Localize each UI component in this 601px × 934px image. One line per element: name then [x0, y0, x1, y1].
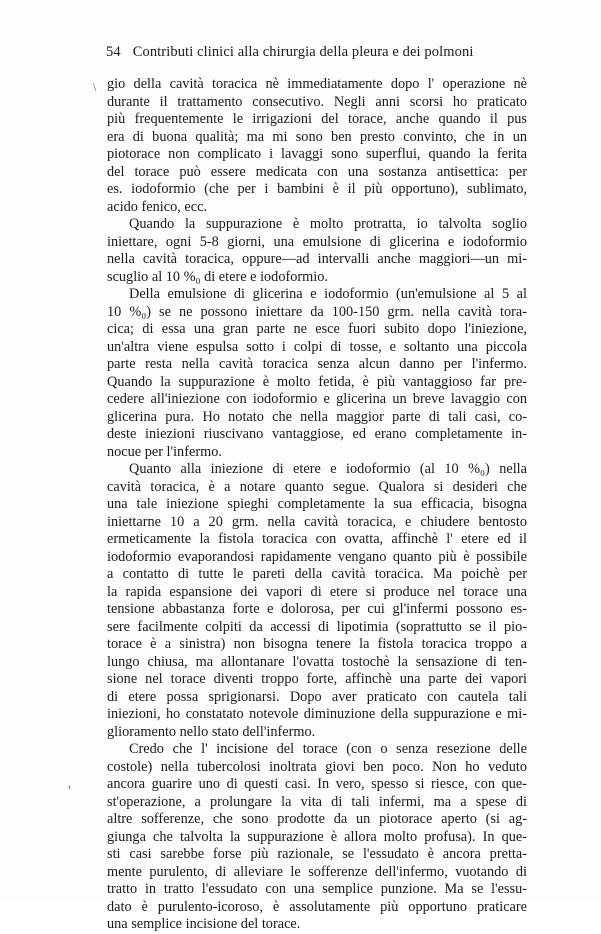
text-line: a contatto di tutte le pareti della cavità toracica. Ma poichè per	[107, 566, 527, 582]
text-line: Quando la suppurazione è molto protratta, io talvolta soglio	[129, 216, 527, 232]
text-line: cedere all'iniezione con iodoformio e glicerina un breve lavaggio con	[107, 391, 527, 407]
text-line: iniettare, ogni 5-8 giorni, una emulsione di glicerina e iodoformio	[107, 233, 527, 250]
text-line: una tale iniezione spieghi completamente la sua efficacia, bisogna	[107, 496, 527, 512]
text-line: un'altra viene espulsa sotto i colpi di tosse, e soltanto una piccola	[107, 338, 527, 355]
text-line: giunga che talvolta la suppurazione è allora molto profusa). In que-	[107, 828, 527, 845]
text-line: nocue per l'infermo.	[107, 443, 222, 460]
text-line: Credo che l' incisione del torace (con o senza resezione delle	[129, 741, 527, 757]
text-line: 10 %₀) se ne possono iniettare da 100-150 grm. nella cavità tora-	[107, 303, 527, 320]
text-line: tensione abbastanza forte e dolorosa, per cui gl'infermi possono es-	[107, 601, 527, 617]
text-line: dato è purulento-icoroso, è assolutamente più opportuno praticare	[107, 898, 527, 915]
margin-tick-mark: ,	[68, 776, 71, 790]
text-line: iniezioni, ho constatato notevole diminuzione della suppurazione e mi-	[107, 706, 527, 722]
text-line: Quanto alla iniezione di etere e iodoformio (al 10 %₀) nella	[129, 461, 527, 477]
text-line: ermeticamente la fistola toracica con ovatta, affinchè l' etere ed il	[107, 531, 527, 547]
text-line: sere facilmente colpiti da accessi di lipotimia (soprattutto se il pio-	[107, 618, 527, 635]
text-line: deste iniezioni riuscivano vantaggiose, ed erano completamente in-	[107, 426, 527, 442]
text-line: piotorace non complicato i lavaggi sono superflui, quando la ferita	[107, 146, 527, 162]
text-line: durante il trattamento consecutivo. Negli anni scorsi ho praticato	[107, 93, 527, 110]
text-line: del torace può essere medicata con una sostanza antisettica: per	[107, 163, 527, 180]
text-line: era di buona qualità; ma mi sono ben presto convinto, che in un	[107, 128, 527, 145]
text-line: torace è a sinistra) non bisogna tenere la fistola toracica troppo a	[107, 636, 527, 652]
text-line: parte resta nella cavità toracica senza alcun danno per l'infermo.	[107, 356, 527, 372]
text-line: glicerina pura. Ho notato che nella maggior parte di tali casi, co-	[107, 408, 527, 425]
text-line: cavità toracica, è a notare quanto segue. Qualora si desideri che	[107, 478, 527, 495]
body-text	[107, 76, 527, 934]
text-line: una semplice incisione del torace.	[107, 916, 301, 932]
text-line: mente purulento, di alleviare le sofferenze dell'infermo, vuotando di	[107, 863, 527, 880]
text-line: iodoformio evaporandosi rapidamente vengano quanto più è possibile	[107, 548, 527, 565]
page-number: 54	[106, 44, 121, 60]
running-head	[106, 44, 526, 61]
text-line: di etere possa sprigionarsi. Dopo aver praticato con cautela tali	[107, 688, 527, 705]
text-line: iniettarne 10 a 20 grm. nella cavità toracica, e chiudere bentosto	[107, 513, 527, 530]
text-line: st'operazione, a prolungare la vita di tali infermi, ma a spese di	[107, 793, 527, 810]
text-line: la rapida espansione dei vapori di etere si produce nel torace una	[107, 583, 527, 600]
text-line: acido fenico, ecc.	[107, 198, 208, 215]
text-line: scuglio al 10 %₀ di etere e iodoformio.	[107, 268, 328, 285]
text-line: Quando la suppurazione è molto fetida, è più vantaggioso far pre-	[107, 373, 527, 390]
text-line: sti casi sarebbe forse più razionale, se l'essudato è ancora pretta-	[107, 846, 527, 862]
text-line: ancora guarire uno di questi casi. In vero, spesso si riesce, con que-	[107, 776, 527, 792]
text-line: costole) nella tubercolosi inoltrata giovi ben poco. Non ho veduto	[107, 758, 527, 775]
text-line: glioramento nello stato dell'infermo.	[107, 723, 316, 740]
text-line: gio della cavità toracica nè immediatamente dopo l' operazione nè	[107, 76, 527, 92]
running-title: Contributi clinici alla chirurgia della pleura e dei polmoni	[132, 44, 474, 60]
text-line: altre sofferenze, che sono prodotte da un piotorace aperto (si ag-	[107, 811, 527, 827]
text-line: tratto in tratto l'essudato con una semplice punzione. Ma se l'essu-	[107, 881, 527, 897]
text-line: cica; di essa una gran parte ne esce fuori subito dopo l'iniezione,	[107, 321, 527, 337]
text-line: es. iodoformio (che per i bambini è il più opportuno), sublimato,	[107, 181, 527, 197]
margin-tick-mark: \	[93, 80, 97, 94]
text-line: nella cavità toracica, oppure—ad intervalli anche maggiori—un mi-	[107, 251, 527, 267]
text-line: più frequentemente le irrigazioni del torace, anche quando il pus	[107, 111, 527, 127]
text-line: sione nel torace diventi troppo forte, affinchè una parte dei vapori	[107, 671, 527, 687]
text-line: Della emulsione di glicerina e iodoformio (un'emulsione al 5 al	[129, 286, 527, 302]
text-line: lungo chiusa, ma allontanare l'ovatta tostochè la sensazione di ten-	[107, 653, 527, 670]
